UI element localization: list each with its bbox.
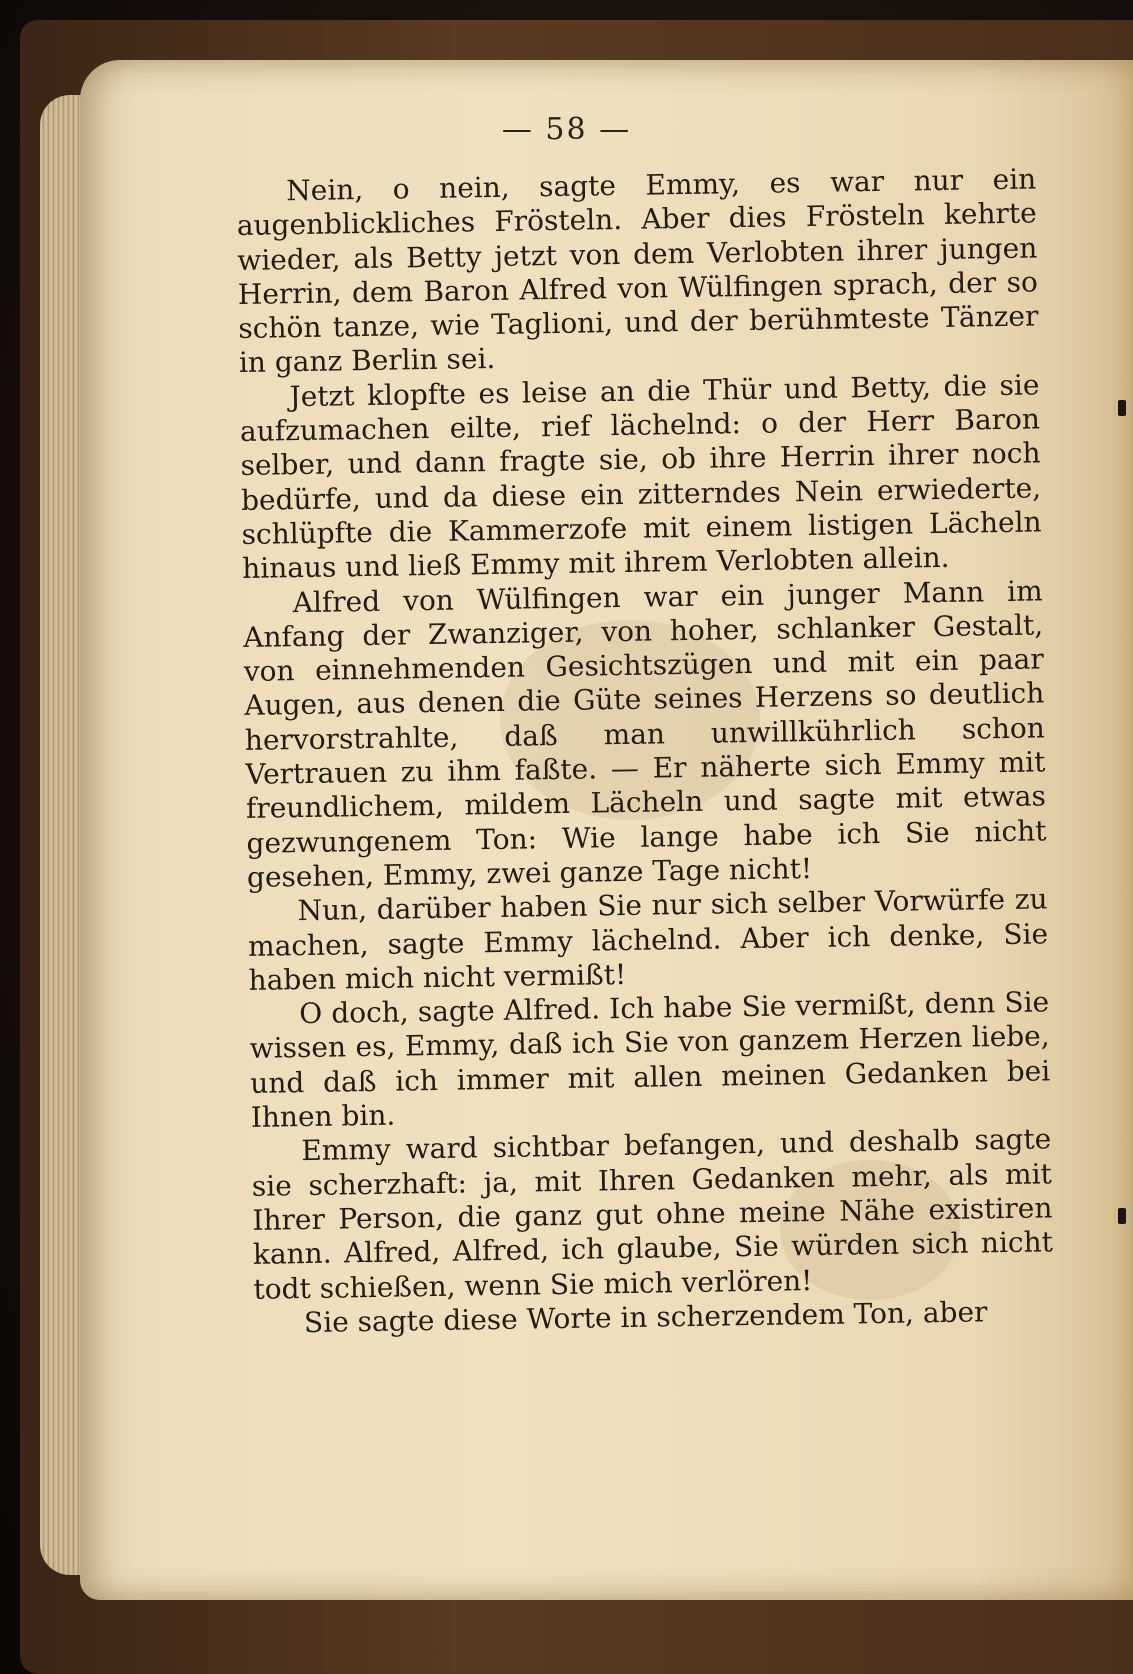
page-number: — 58 — [501, 112, 632, 147]
paragraph: Sie sagte diese Worte in scherzendem Ton, aber [303, 1295, 988, 1339]
paragraph: O doch, sagte Alfred. Ich habe Sie vermißt, denn Sie wissen es, Emmy, daß ich Sie von ganzem Herzen liebe, und daß ich immer mit allen meinen Gedanken bei Ihnen bin. [249, 985, 1051, 1134]
paragraph: Nun, darüber haben Sie nur sich selber Vorwürfe zu machen, sagte Emmy lächelnd. Aber ich denke, Sie haben mich nicht vermißt! [247, 882, 1049, 997]
edge-mark [1118, 400, 1126, 416]
paragraph: Emmy ward sichtbar befangen, und deshalb sagte sie scherzhaft: ja, mit Ihren Gedanken mehr, als mit Ihrer Person, die ganz gut ohne meine Nähe existiren kann. Alfred, Alfred, ich glaube, Sie würden sich nicht todt schießen, wenn Sie mich verlören! [251, 1122, 1054, 1306]
paragraph: Nein, o nein, sagte Emmy, es war nur ein augenblickliches Frösteln. Aber dies Frösteln kehrte wieder, als Betty jetzt von dem Verlobten ihrer jungen Herrin, dem Baron Alfred von Wülfingen sprach, der so schön tanze, wie Taglioni, und der berühmteste Tänzer in ganz Berlin sei. [236, 162, 1039, 380]
edge-mark [1118, 1208, 1126, 1224]
page-text [236, 162, 1054, 1341]
paragraph: Jetzt klopfte es leise an die Thür und Betty, die sie aufzumachen eilte, rief lächelnd: o der Herr Baron selber, und dann fragte sie, ob ihre Herrin ihrer noch bedürfe, und da diese ein zitterndes Nein erwiederte, schlüpfte die Kammerzofe mit einem listigen Lächeln hinaus und ließ Emmy mit ihrem Verlobten allein. [239, 368, 1042, 586]
paragraph: Alfred von Wülfingen war ein junger Mann im Anfang der Zwanziger, von hoher, schlanker Gestalt, von einnehmenden Gesichtszügen und mit ein paar Augen, aus denen die Güte seines Herzens so deutlich hervorstrahlte, daß man unwillkührlich schon Vertrauen zu ihm faßte. — Er näherte sich Emmy mit freundlichem, mildem Lächeln und sagte mit etwas gezwungenem Ton: Wie lange habe ich Sie nicht gesehen, Emmy, zwei ganze Tage nicht! [243, 573, 1047, 894]
